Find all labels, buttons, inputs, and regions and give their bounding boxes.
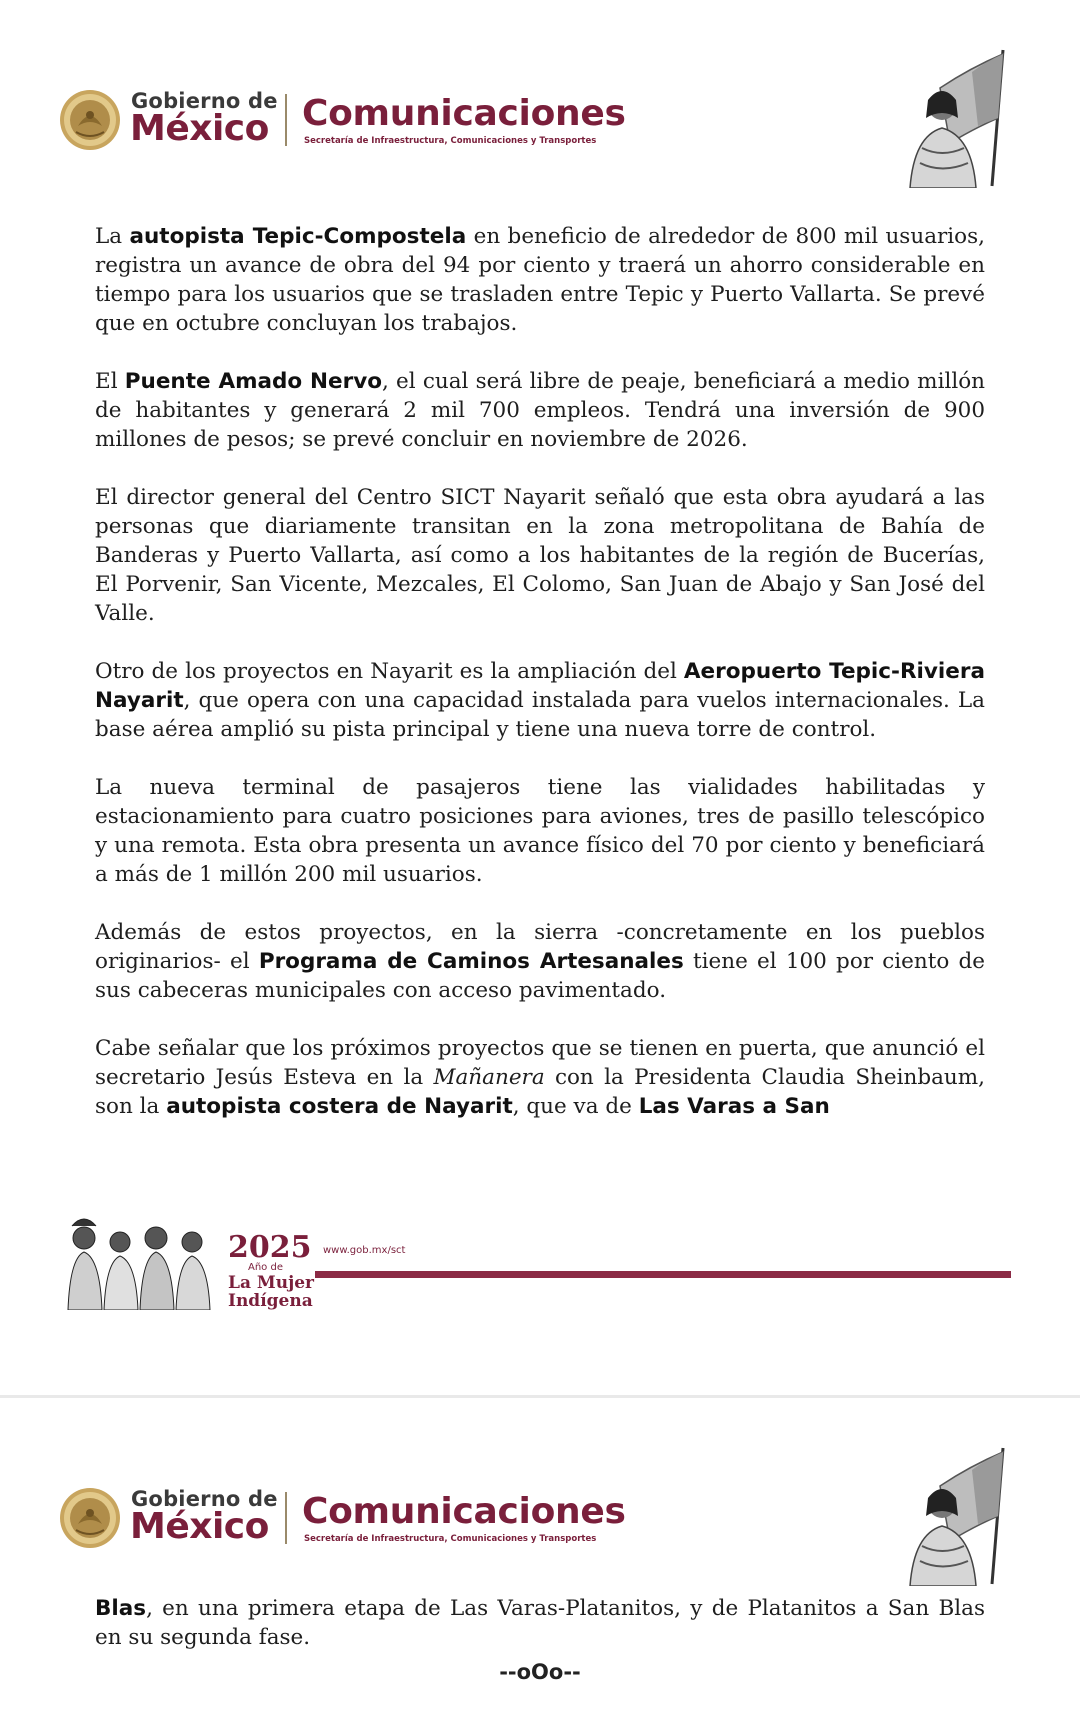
- body-paragraph: Además de estos proyectos, en la sierra -concretamente en los pueblos originarios- el Programa de Caminos Artesanales tiene el 100 por ciento de sus cabeceras municipales con acceso pavimentado.: [95, 920, 985, 1003]
- footer-rule: [315, 1271, 1011, 1278]
- page-header-2: [58, 1482, 626, 1552]
- national-seal-icon: [58, 88, 122, 152]
- comunicaciones-label: Comunicaciones: [302, 1491, 626, 1532]
- body-paragraph: Otro de los proyectos en Nayarit es la ampliación del Aeropuerto Tepic-Riviera Nayarit, que opera con una capacidad instalada para vuelos internacionales. La base aérea amplió su pista principal y tiene una nueva torre de control.: [95, 659, 985, 742]
- national-seal-icon: [58, 1486, 122, 1550]
- body-paragraph: La autopista Tepic-Compostela en beneficio de alrededor de 800 mil usuarios, registra un avance de obra del 94 por ciento y traerá un ahorro considerable en tiempo para los usuarios que se trasladen entre Tepic y Puerto Vallarta. Se prevé que en octubre concluyan los trabajos.: [95, 224, 985, 336]
- mexico-label: México: [130, 1506, 269, 1547]
- mexico-label: México: [130, 108, 269, 149]
- gobierno-de-label: Gobierno de: [131, 89, 278, 113]
- footer-indigena: Indígena: [228, 1291, 313, 1311]
- secretaria-label: Secretaría de Infraestructura, Comunicaciones y Transportes: [304, 136, 597, 146]
- page-1-body: [95, 222, 985, 1150]
- comunicaciones-label: Comunicaciones: [302, 93, 626, 134]
- footer-url-link[interactable]: www.gob.mx/sct: [323, 1245, 406, 1256]
- header-divider: [285, 94, 287, 146]
- body-paragraph: El director general del Centro SICT Nayarit señaló que esta obra ayudará a las personas que diariamente transitan en la zona metropolitana de Bahía de Banderas y Puerto Vallarta, así como a los habitantes de la región de Bucerías, El Porvenir, San Vicente, Mezcales, El Colomo, San Juan de Abajo y San José del Valle.: [95, 485, 985, 626]
- footer-ano-de: Año de: [248, 1262, 283, 1273]
- body-paragraph: Blas, en una primera etapa de Las Varas-Platanitos, y de Platanitos a San Blas en su segunda fase.: [95, 1596, 985, 1650]
- indigenous-women-illustration-icon: [60, 1212, 220, 1310]
- document-page-2: [0, 1398, 1080, 1732]
- header-divider: [285, 1492, 287, 1544]
- page-header: [58, 84, 626, 154]
- body-paragraph: El Puente Amado Nervo, el cual será libre de peaje, beneficiará a medio millón de habitantes y generará 2 mil 700 empleos. Tendrá una inversión de 900 millones de pesos; se prevé concluir en noviembre de 2026.: [95, 369, 985, 452]
- footer-year: 2025: [228, 1230, 312, 1265]
- body-paragraph: La nueva terminal de pasajeros tiene las vialidades habilitadas y estacionamiento para cuatro posiciones para aviones, tres de pasillo telescópico y una remota. Esta obra presenta un avance físico del 70 por ciento y beneficiará a más de 1 millón 200 mil usuarios.: [95, 775, 985, 887]
- body-paragraph: Cabe señalar que los próximos proyectos que se tienen en puerta, que anunció el secretario Jesús Esteva en la Mañanera con la Presidenta Claudia Sheinbaum, son la autopista costera de Nayarit, que va de Las Varas a San: [95, 1036, 985, 1119]
- woman-flag-illustration-icon: [880, 1446, 1018, 1586]
- woman-flag-illustration-icon: [880, 48, 1018, 188]
- gobierno-de-label: Gobierno de: [131, 1487, 278, 1511]
- footer-la-mujer: La Mujer: [228, 1273, 314, 1293]
- secretaria-label: Secretaría de Infraestructura, Comunicaciones y Transportes: [304, 1534, 597, 1544]
- closing-mark: --oOo--: [499, 1660, 581, 1684]
